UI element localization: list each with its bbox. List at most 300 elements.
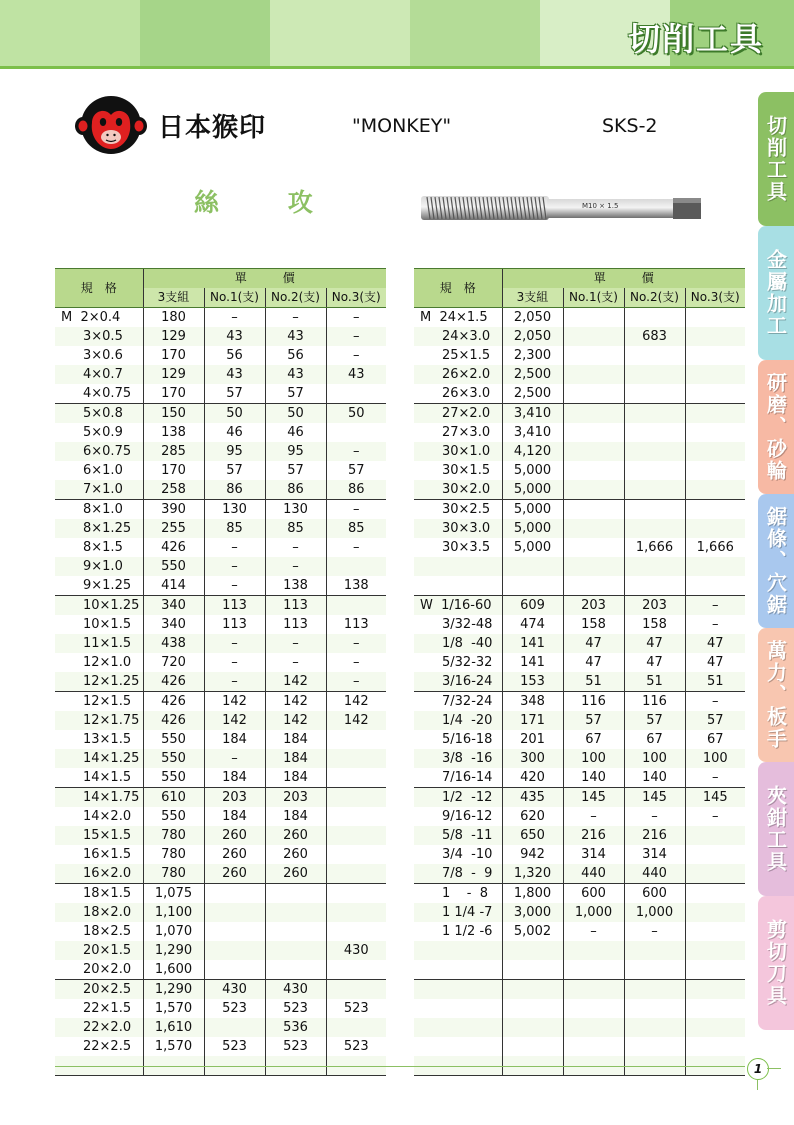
side-tab-label: 金屬加工 xyxy=(763,249,788,337)
set-price-cell: 1,100 xyxy=(143,903,204,922)
spec-cell: 7/32-24 xyxy=(414,692,502,712)
table-row xyxy=(55,922,386,941)
no3-price-cell xyxy=(326,768,386,788)
no2-price-cell xyxy=(265,922,326,941)
set-price-cell: 1,320 xyxy=(502,864,563,884)
table-row xyxy=(55,634,386,653)
right-price-table xyxy=(414,268,745,1076)
table-row xyxy=(55,1037,386,1056)
table-row xyxy=(414,365,745,384)
spec-cell: 5/8 -11 xyxy=(414,826,502,845)
no3-price-cell xyxy=(685,500,745,520)
no1-price-cell xyxy=(204,903,265,922)
no1-price-cell: 600 xyxy=(563,884,624,904)
set-price-cell: 170 xyxy=(143,346,204,365)
no3-price-cell xyxy=(685,365,745,384)
no2-price-cell: 1,666 xyxy=(624,538,685,557)
no3-price-cell: 142 xyxy=(326,692,386,712)
no2-price-cell: 184 xyxy=(265,730,326,749)
no2-price-cell: 203 xyxy=(265,788,326,808)
no3-price-cell: 47 xyxy=(685,634,745,653)
no1-price-cell xyxy=(563,346,624,365)
no3-price-cell: 145 xyxy=(685,788,745,808)
table-row xyxy=(55,999,386,1018)
set-price-cell xyxy=(502,999,563,1018)
no1-price-cell xyxy=(563,461,624,480)
spec-cell: 16×1.5 xyxy=(83,847,132,862)
spec-cell xyxy=(414,941,502,960)
no2-price-cell xyxy=(624,461,685,480)
no3-price-cell: 430 xyxy=(326,941,386,960)
spec-cell: 1/2 -12 xyxy=(414,788,502,808)
spec-cell: 4×0.7 xyxy=(55,365,143,384)
spec-cell: 22×2.0 xyxy=(55,1018,143,1037)
table-row xyxy=(55,461,386,480)
no2-price-cell: 67 xyxy=(624,730,685,749)
spec-cell: 9/16-12 xyxy=(442,809,493,824)
spec-cell: 20×1.5 xyxy=(55,941,143,960)
no2-price-cell xyxy=(624,404,685,424)
no2-price-cell: 600 xyxy=(624,884,685,904)
table-row xyxy=(414,941,745,960)
no3-price-cell xyxy=(685,864,745,884)
no1-price-cell xyxy=(204,884,265,904)
table-row xyxy=(55,557,386,576)
no3-price-cell: 523 xyxy=(326,999,386,1018)
no3-price-cell xyxy=(685,519,745,538)
side-tab[interactable] xyxy=(758,896,794,1030)
no2-price-cell: 1,000 xyxy=(624,903,685,922)
table-row xyxy=(55,365,386,384)
table-row xyxy=(414,768,745,788)
no3-price-cell xyxy=(326,922,386,941)
no1-price-cell: 57 xyxy=(204,461,265,480)
no1-price-cell: 184 xyxy=(204,730,265,749)
banner-segment xyxy=(410,0,540,66)
no2-price-cell: 184 xyxy=(265,768,326,788)
set-price-cell: 550 xyxy=(143,557,204,576)
no2-price-cell: 43 xyxy=(265,327,326,346)
no3-price-cell: – xyxy=(685,615,745,634)
no3-price-cell xyxy=(685,999,745,1018)
table-row xyxy=(414,922,745,941)
set-price-cell: 1,070 xyxy=(143,922,204,941)
no1-price-cell xyxy=(563,519,624,538)
no2-price-cell: 113 xyxy=(265,615,326,634)
no2-price-cell: 314 xyxy=(624,845,685,864)
no2-price-cell: – xyxy=(265,308,326,328)
no1-price-cell: 46 xyxy=(204,423,265,442)
set-price-cell: 1,290 xyxy=(143,980,204,1000)
set-price-cell: 258 xyxy=(143,480,204,500)
set-price-cell: 426 xyxy=(143,538,204,557)
no1-price-cell: – xyxy=(563,807,624,826)
table-row xyxy=(414,423,745,442)
no2-price-cell: 138 xyxy=(265,576,326,596)
table-row xyxy=(414,807,745,826)
table-row xyxy=(55,538,386,557)
no3-price-cell: – xyxy=(326,653,386,672)
no1-price-cell: – xyxy=(204,538,265,557)
spec-cell: 30×1.5 xyxy=(442,463,491,478)
no3-price-cell: 86 xyxy=(326,480,386,500)
set-price-cell: 141 xyxy=(502,653,563,672)
no3-price-cell xyxy=(326,423,386,442)
no1-price-cell xyxy=(563,1037,624,1056)
spec-cell: 26×2.0 xyxy=(414,365,502,384)
no1-price-cell: 216 xyxy=(563,826,624,845)
no1-price-cell xyxy=(204,960,265,980)
set-price-cell: 1,800 xyxy=(502,884,563,904)
table-row xyxy=(414,576,745,596)
spec-cell: 30×3.0 xyxy=(414,519,502,538)
spec-cell: 12×1.5 xyxy=(55,692,143,712)
side-tab[interactable] xyxy=(758,494,794,628)
no1-price-cell: 85 xyxy=(204,519,265,538)
set-price-cell: 414 xyxy=(143,576,204,596)
spec-cell: 13×1.5 xyxy=(83,732,132,747)
spec-cell: 8×1.25 xyxy=(55,519,143,538)
set-price-cell: 340 xyxy=(143,596,204,616)
no2-price-cell: 95 xyxy=(265,442,326,461)
spec-cell: 15×1.5 xyxy=(55,826,143,845)
no1-price-cell: 130 xyxy=(204,500,265,520)
no3-price-cell: – xyxy=(326,538,386,557)
spec-cell: 18×2.0 xyxy=(55,903,143,922)
no2-price-cell: 145 xyxy=(624,788,685,808)
spec-cell: 14×1.25 xyxy=(55,749,143,768)
set-price-cell: 5,000 xyxy=(502,500,563,520)
table-row xyxy=(55,519,386,538)
spec-cell xyxy=(414,576,502,596)
no1-price-cell: 145 xyxy=(563,788,624,808)
no1-price-cell: 260 xyxy=(204,845,265,864)
side-tab-label: 夾鉗工具 xyxy=(763,785,788,873)
set-price-cell: 390 xyxy=(143,500,204,520)
set-price-cell xyxy=(502,1018,563,1037)
set-price-cell: 141 xyxy=(502,634,563,653)
table-row xyxy=(414,672,745,692)
no2-price-cell xyxy=(624,500,685,520)
no2-price-cell: 430 xyxy=(265,980,326,1000)
spec-cell: 18×2.5 xyxy=(83,924,132,939)
table-row xyxy=(55,711,386,730)
table-row xyxy=(55,884,386,904)
no3-price-cell xyxy=(326,788,386,808)
table-row xyxy=(414,461,745,480)
set-price-cell: 942 xyxy=(502,845,563,864)
spec-cell: 1 1/4 -7 xyxy=(414,903,502,922)
no2-price-cell xyxy=(265,960,326,980)
table-row xyxy=(55,788,386,808)
side-tab[interactable] xyxy=(758,360,794,494)
spec-cell xyxy=(414,999,502,1018)
no2-price-cell: 184 xyxy=(265,749,326,768)
set-price-cell: 5,000 xyxy=(502,519,563,538)
banner-segment xyxy=(140,0,270,66)
no1-price-cell xyxy=(563,980,624,1000)
section-title: 切削工具 xyxy=(627,20,764,58)
no3-price-cell xyxy=(326,807,386,826)
no2-price-cell: 57 xyxy=(265,461,326,480)
set-price-cell: 153 xyxy=(502,672,563,692)
footer-tick xyxy=(767,1068,781,1069)
no1-price-cell xyxy=(563,557,624,576)
set-price-cell: 180 xyxy=(143,308,204,328)
no3-price-cell xyxy=(326,1018,386,1037)
no1-price-cell: 95 xyxy=(204,442,265,461)
no1-price-cell: 523 xyxy=(204,999,265,1018)
no2-price-cell xyxy=(265,903,326,922)
no2-price-cell xyxy=(265,941,326,960)
no2-price-cell: 260 xyxy=(265,845,326,864)
set-price-cell: 2,050 xyxy=(502,327,563,346)
no3-price-cell xyxy=(685,327,745,346)
no3-price-cell: 142 xyxy=(326,711,386,730)
spec-cell: 1/4 -20 xyxy=(414,711,502,730)
set-price-cell: 2,500 xyxy=(502,365,563,384)
side-index-tabs xyxy=(758,92,794,1030)
no1-price-cell: 51 xyxy=(563,672,624,692)
no2-price-cell xyxy=(624,423,685,442)
no2-price-cell: 683 xyxy=(624,327,685,346)
no1-price-cell xyxy=(204,922,265,941)
set-price-cell: 1,600 xyxy=(143,960,204,980)
table-row xyxy=(414,903,745,922)
no1-price-cell: 203 xyxy=(204,788,265,808)
set-price-cell: 171 xyxy=(502,711,563,730)
no3-price-cell: – xyxy=(326,634,386,653)
no1-price-cell: 86 xyxy=(204,480,265,500)
table-row xyxy=(414,1037,745,1056)
no2-price-cell: 184 xyxy=(265,807,326,826)
table-row xyxy=(414,538,745,557)
spec-cell: 30×3.5 xyxy=(442,540,491,555)
page-number: 1 xyxy=(747,1058,769,1080)
set-price-cell: 1,570 xyxy=(143,1037,204,1056)
set-price-cell: 438 xyxy=(143,634,204,653)
set-price-cell: 285 xyxy=(143,442,204,461)
no3-price-cell xyxy=(685,480,745,500)
no3-price-cell xyxy=(326,730,386,749)
no1-price-cell: 56 xyxy=(204,346,265,365)
no1-price-cell: 203 xyxy=(563,596,624,616)
spec-cell: 14×1.75 xyxy=(55,788,143,808)
table-row xyxy=(414,653,745,672)
table-row xyxy=(414,327,745,346)
table-row xyxy=(55,768,386,788)
spec-cell: 3/32-48 xyxy=(442,617,493,632)
no3-price-cell xyxy=(326,960,386,980)
no3-price-cell: 67 xyxy=(685,730,745,749)
spec-cell: 30×2.0 xyxy=(414,480,502,500)
table-row xyxy=(55,826,386,845)
no3-price-cell: – xyxy=(685,807,745,826)
set-price-cell: 2,500 xyxy=(502,384,563,404)
tap-marking: M10 × 1.5 xyxy=(582,202,619,210)
set-price-cell: 3,000 xyxy=(502,903,563,922)
table-row xyxy=(414,692,745,712)
no3-price-cell: – xyxy=(326,346,386,365)
table-row xyxy=(55,500,386,520)
table-row xyxy=(55,346,386,365)
spec-cell: 10×1.25 xyxy=(55,596,143,616)
side-tab[interactable] xyxy=(758,226,794,360)
set-price-cell: 1,610 xyxy=(143,1018,204,1037)
side-tab-label: 研磨、砂輪 xyxy=(763,372,788,482)
no1-price-cell xyxy=(563,1018,624,1037)
no3-price-cell xyxy=(685,845,745,864)
set-price-cell: 550 xyxy=(143,730,204,749)
set-price-cell: 1,570 xyxy=(143,999,204,1018)
set-price-cell: 420 xyxy=(502,768,563,788)
spec-cell: 5/32-32 xyxy=(442,655,493,670)
col-no3-header: No.3(支) xyxy=(685,288,745,308)
no3-price-cell: 50 xyxy=(326,404,386,424)
spec-cell: W 1/16-60 xyxy=(414,596,502,616)
no2-price-cell: 100 xyxy=(624,749,685,768)
no2-price-cell: – xyxy=(265,634,326,653)
set-price-cell xyxy=(502,941,563,960)
no2-price-cell: 142 xyxy=(265,711,326,730)
no1-price-cell: 260 xyxy=(204,826,265,845)
no3-price-cell: – xyxy=(685,596,745,616)
spec-cell: 1 1/2 -6 xyxy=(442,924,493,939)
no3-price-cell xyxy=(326,903,386,922)
table-row xyxy=(55,1018,386,1037)
set-price-cell: 170 xyxy=(143,461,204,480)
no3-price-cell: – xyxy=(326,327,386,346)
set-price-cell: 1,075 xyxy=(143,884,204,904)
spec-cell: 20×2.0 xyxy=(83,962,132,977)
no3-price-cell xyxy=(685,884,745,904)
no1-price-cell: 47 xyxy=(563,634,624,653)
no1-price-cell: – xyxy=(563,922,624,941)
table-row xyxy=(414,615,745,634)
table-row xyxy=(55,730,386,749)
no3-price-cell: – xyxy=(326,308,386,328)
spec-cell: 30×1.0 xyxy=(414,442,502,461)
set-price-cell: 5,000 xyxy=(502,480,563,500)
no1-price-cell: 116 xyxy=(563,692,624,712)
no1-price-cell: 113 xyxy=(204,596,265,616)
set-price-cell: 620 xyxy=(502,807,563,826)
spec-cell: 3/4 -10 xyxy=(442,847,493,862)
spec-cell: 4×0.75 xyxy=(83,386,132,401)
set-price-cell: 435 xyxy=(502,788,563,808)
table-row xyxy=(55,692,386,712)
no1-price-cell: – xyxy=(204,557,265,576)
no3-price-cell: 43 xyxy=(326,365,386,384)
no1-price-cell: – xyxy=(204,672,265,692)
no3-price-cell xyxy=(685,980,745,1000)
set-price-cell: 550 xyxy=(143,807,204,826)
side-tab[interactable] xyxy=(758,92,794,226)
no2-price-cell: 142 xyxy=(265,692,326,712)
spec-cell xyxy=(414,1018,502,1037)
set-price-cell: 170 xyxy=(143,384,204,404)
set-price-cell: 550 xyxy=(143,749,204,768)
table-row xyxy=(414,845,745,864)
no2-price-cell: 216 xyxy=(624,826,685,845)
col-no2-header: No.2(支) xyxy=(265,288,326,308)
header-rule xyxy=(0,66,794,69)
no2-price-cell: 142 xyxy=(265,672,326,692)
no1-price-cell: – xyxy=(204,308,265,328)
no3-price-cell: 47 xyxy=(685,653,745,672)
set-price-cell xyxy=(502,960,563,980)
no1-price-cell: – xyxy=(204,653,265,672)
spec-cell: 5×0.8 xyxy=(55,404,143,424)
spec-cell: 22×2.5 xyxy=(83,1039,132,1054)
no3-price-cell: 113 xyxy=(326,615,386,634)
spec-cell: 22×1.5 xyxy=(83,1001,132,1016)
set-price-cell: 255 xyxy=(143,519,204,538)
no1-price-cell xyxy=(563,384,624,404)
no2-price-cell: 43 xyxy=(265,365,326,384)
table-row xyxy=(414,557,745,576)
no1-price-cell xyxy=(563,327,624,346)
no1-price-cell xyxy=(563,480,624,500)
no3-price-cell: 57 xyxy=(326,461,386,480)
side-tab-label: 萬力、板手 xyxy=(763,640,788,750)
spec-cell: 12×1.0 xyxy=(83,655,132,670)
no2-price-cell xyxy=(624,980,685,1000)
set-price-cell xyxy=(502,980,563,1000)
set-price-cell: 2,050 xyxy=(502,308,563,328)
spec-cell: 14×1.5 xyxy=(83,770,132,785)
spec-header: 規 格 xyxy=(55,269,143,308)
no2-price-cell xyxy=(624,442,685,461)
no3-price-cell xyxy=(685,557,745,576)
set-price-cell: 201 xyxy=(502,730,563,749)
no2-price-cell: 47 xyxy=(624,653,685,672)
set-price-cell: 129 xyxy=(143,327,204,346)
set-price-cell: 3,410 xyxy=(502,423,563,442)
table-row xyxy=(55,980,386,1000)
no1-price-cell xyxy=(563,999,624,1018)
spec-cell: 18×1.5 xyxy=(55,884,143,904)
col-no3-header: No.3(支) xyxy=(326,288,386,308)
table-row xyxy=(414,404,745,424)
no2-price-cell: – xyxy=(624,807,685,826)
no3-price-cell: – xyxy=(326,500,386,520)
spec-cell: 5/16-18 xyxy=(442,732,493,747)
no1-price-cell: – xyxy=(204,576,265,596)
spec-cell: 9×1.0 xyxy=(55,557,143,576)
table-row xyxy=(414,384,745,404)
side-tab[interactable] xyxy=(758,762,794,896)
table-row xyxy=(414,960,745,980)
spec-cell: 9×1.25 xyxy=(83,578,132,593)
set-price-cell: 348 xyxy=(502,692,563,712)
table-row xyxy=(414,500,745,520)
table-row xyxy=(414,519,745,538)
no1-price-cell: 440 xyxy=(563,864,624,884)
no3-price-cell: 57 xyxy=(685,711,745,730)
set-price-cell: 780 xyxy=(143,826,204,845)
no1-price-cell: 57 xyxy=(563,711,624,730)
side-tab[interactable] xyxy=(758,628,794,762)
no1-price-cell: – xyxy=(204,634,265,653)
spec-cell xyxy=(414,557,502,576)
no3-price-cell: – xyxy=(685,768,745,788)
spec-cell: 5×0.9 xyxy=(83,425,123,440)
no1-price-cell: 1,000 xyxy=(563,903,624,922)
no1-price-cell: – xyxy=(204,749,265,768)
set-price-cell xyxy=(502,1037,563,1056)
no3-price-cell xyxy=(326,557,386,576)
